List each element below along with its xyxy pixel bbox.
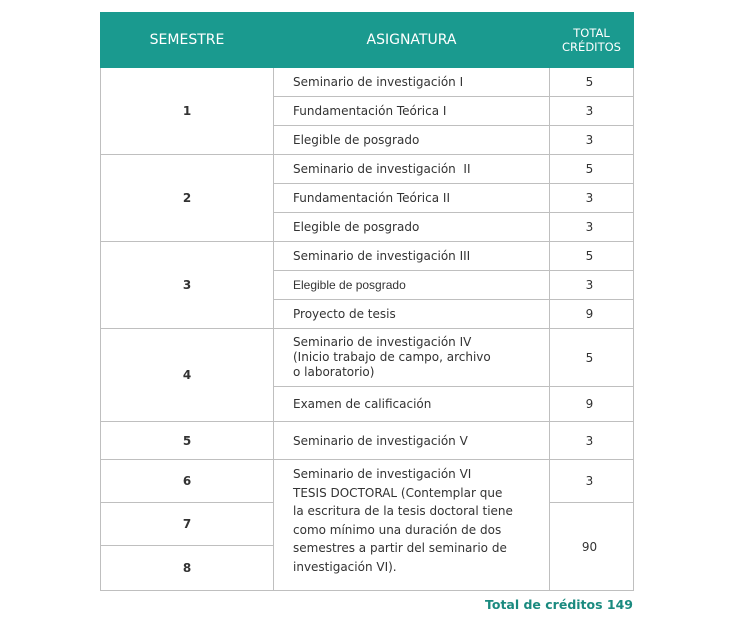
semester-number: 4 — [101, 329, 274, 422]
course-name: Proyecto de tesis — [274, 300, 550, 329]
credits-table — [100, 12, 634, 591]
thesis-line: TESIS DOCTORAL (Contemplar que — [293, 485, 503, 500]
course-credits: 3 — [550, 213, 634, 242]
course-credits: 3 — [550, 97, 634, 126]
course-credits: 5 — [550, 155, 634, 184]
course-credits: 3 — [550, 460, 634, 503]
thesis-line: como mínimo una duración de dos — [293, 522, 502, 537]
course-name: Elegible de posgrado — [274, 213, 550, 242]
course-credits: 3 — [550, 184, 634, 213]
course-credits: 5 — [550, 329, 634, 387]
semester-number: 3 — [101, 242, 274, 329]
table-row — [101, 460, 634, 503]
course-name: Elegible de posgrado — [274, 126, 550, 155]
course-credits: 3 — [550, 126, 634, 155]
course-name: Examen de calificación — [274, 387, 550, 422]
table-row — [101, 329, 634, 387]
thesis-credits: 90 — [550, 503, 634, 591]
semester-number: 1 — [101, 68, 274, 155]
semester-number: 2 — [101, 155, 274, 242]
semester-number: 8 — [101, 546, 274, 591]
thesis-description — [274, 460, 550, 591]
course-name: Fundamentación Teórica II — [274, 184, 550, 213]
course-name: Seminario de investigación V — [274, 422, 550, 460]
course-credits: 9 — [550, 387, 634, 422]
course-credits: 3 — [550, 422, 634, 460]
table-row — [101, 422, 634, 460]
course-name: Seminario de investigación II — [274, 155, 550, 184]
course-credits: 3 — [550, 271, 634, 300]
course-name: Seminario de investigación III — [274, 242, 550, 271]
total-credits: Total de créditos 149 — [484, 597, 633, 612]
header-total-creditos — [550, 13, 634, 68]
thesis-line: semestres a partir del seminario de — [293, 541, 507, 555]
course-name — [274, 329, 550, 387]
semester-number: 6 — [101, 460, 274, 503]
thesis-line: investigación VI). — [293, 559, 397, 574]
semester-number: 7 — [101, 503, 274, 546]
thesis-line: Seminario de investigación VI — [293, 467, 472, 481]
thesis-line: la escritura de la tesis doctoral tiene — [293, 504, 513, 518]
course-name-line: Seminario de investigación IV — [293, 335, 472, 349]
table-row — [101, 68, 634, 97]
table-header-row — [101, 13, 634, 68]
course-name: Fundamentación Teórica I — [274, 97, 550, 126]
header-semestre: SEMESTRE — [101, 13, 274, 68]
semester-number: 5 — [101, 422, 274, 460]
header-total-line1: TOTAL — [573, 26, 610, 40]
course-credits: 5 — [550, 68, 634, 97]
course-credits: 9 — [550, 300, 634, 329]
course-credits: 5 — [550, 242, 634, 271]
header-asignatura: ASIGNATURA — [274, 13, 550, 68]
header-total-line2: CRÉDITOS — [562, 40, 621, 54]
table-row — [101, 155, 634, 184]
course-name-line: o laboratorio) — [293, 365, 375, 379]
table-row — [101, 242, 634, 271]
course-name-line: (Inicio trabajo de campo, archivo — [293, 350, 491, 364]
course-name: Seminario de investigación I — [274, 68, 550, 97]
course-name: Elegible de posgrado — [274, 271, 550, 300]
